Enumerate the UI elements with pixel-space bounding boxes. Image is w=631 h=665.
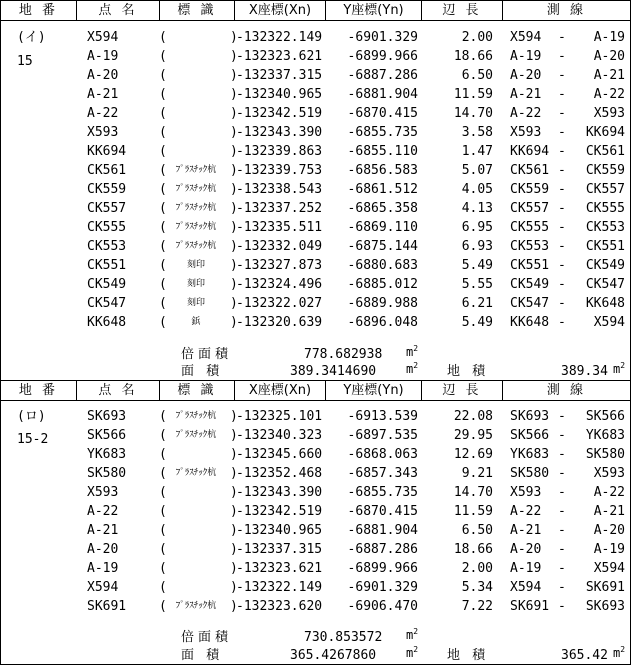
line-start: X593	[510, 125, 542, 140]
table-row	[1, 502, 630, 521]
line-end: KK694	[585, 125, 625, 140]
line-start: A-20	[510, 542, 542, 557]
y-coordinate: -6881.904	[347, 87, 418, 102]
y-coordinate: -6896.048	[347, 315, 418, 330]
side-length: 6.21	[461, 296, 493, 311]
point-name: CK557	[87, 201, 127, 216]
marker-type: ( ﾌﾟﾗｽﾁｯｸ杭 )	[159, 220, 238, 235]
y-coordinate: -6865.358	[347, 201, 418, 216]
line-dash: -	[558, 201, 566, 216]
point-name: A-21	[87, 523, 119, 538]
header-x: X座標(Xn)	[248, 3, 312, 18]
x-coordinate: -132337.252	[236, 201, 323, 216]
marker-type: ( 刻印 )	[159, 296, 238, 311]
line-start: A-19	[510, 561, 542, 576]
table-row	[1, 256, 630, 275]
unit-label: $m^2$	[406, 361, 419, 376]
header-length: 辺 長	[442, 3, 482, 18]
double-area-label: 倍面積	[181, 630, 233, 645]
x-coordinate: -132342.519	[236, 106, 323, 121]
y-coordinate: -6881.904	[347, 523, 418, 538]
chiseki-label: 地 積	[447, 648, 490, 663]
table-row	[1, 578, 630, 597]
marker-type: ( )	[159, 87, 238, 102]
table-row	[1, 540, 630, 559]
side-length: 18.66	[453, 49, 493, 64]
header-y: Y座標(Yn)	[343, 383, 404, 398]
side-length: 11.59	[453, 504, 493, 519]
line-dash: -	[558, 68, 566, 83]
y-coordinate: -6857.343	[347, 466, 418, 481]
point-name: CK555	[87, 220, 127, 235]
line-end: X594	[593, 315, 625, 330]
table-header	[1, 381, 630, 401]
table-row	[1, 445, 630, 464]
header-survey-line: 測 線	[546, 383, 587, 398]
y-coordinate: -6870.415	[347, 106, 418, 121]
point-name: CK561	[87, 163, 127, 178]
y-coordinate: -6906.470	[347, 599, 418, 614]
marker-type: ( )	[159, 144, 238, 159]
line-end: CK553	[585, 220, 625, 235]
table-row	[1, 66, 630, 85]
line-end: A-21	[593, 68, 625, 83]
side-length: 1.47	[461, 144, 493, 159]
line-end: A-22	[593, 485, 625, 500]
x-coordinate: -132337.315	[236, 542, 323, 557]
marker-type: ( )	[159, 106, 238, 121]
side-length: 5.49	[461, 315, 493, 330]
point-name: A-21	[87, 87, 119, 102]
table-row	[1, 47, 630, 66]
table-row	[1, 483, 630, 502]
side-length: 12.69	[453, 447, 493, 462]
x-coordinate: -132322.149	[236, 30, 323, 45]
header-marker: 標 識	[177, 3, 217, 18]
double-area-label: 倍面積	[181, 347, 233, 362]
point-name: KK694	[87, 144, 127, 159]
table-row	[1, 426, 630, 445]
y-coordinate: -6880.683	[347, 258, 418, 273]
lot-number: 15	[17, 54, 33, 69]
y-coordinate: -6868.063	[347, 447, 418, 462]
header-survey-line: 測 線	[546, 3, 587, 18]
side-length: 6.50	[461, 523, 493, 538]
lot-label: (ロ)	[17, 409, 46, 424]
lot-label: (イ)	[17, 30, 46, 45]
table-row	[1, 237, 630, 256]
line-start: CK559	[510, 182, 550, 197]
line-dash: -	[558, 258, 566, 273]
marker-type: ( 刻印 )	[159, 277, 238, 292]
line-end: CK557	[585, 182, 625, 197]
x-coordinate: -132323.621	[236, 49, 323, 64]
marker-type: ( )	[159, 580, 238, 595]
header-lot: 地 番	[18, 383, 59, 398]
line-start: X593	[510, 485, 542, 500]
line-start: CK561	[510, 163, 550, 178]
y-coordinate: -6855.735	[347, 125, 418, 140]
table-row	[1, 85, 630, 104]
side-length: 5.34	[461, 580, 493, 595]
table-row	[1, 161, 630, 180]
line-dash: -	[558, 580, 566, 595]
chiseki-value: 389.34	[561, 364, 608, 379]
table-row	[1, 142, 630, 161]
y-coordinate: -6897.535	[347, 428, 418, 443]
y-coordinate: -6889.988	[347, 296, 418, 311]
line-start: YK683	[510, 447, 550, 462]
line-start: KK694	[510, 144, 550, 159]
line-dash: -	[558, 163, 566, 178]
table-row	[1, 521, 630, 540]
y-coordinate: -6861.512	[347, 182, 418, 197]
point-name: X593	[87, 125, 119, 140]
x-coordinate: -132345.660	[236, 447, 323, 462]
line-start: CK551	[510, 258, 550, 273]
side-length: 2.00	[461, 561, 493, 576]
marker-type: ( ﾌﾟﾗｽﾁｯｸ杭 )	[159, 163, 238, 178]
point-name: SK693	[87, 409, 127, 424]
table-header	[1, 1, 630, 21]
side-length: 3.58	[461, 125, 493, 140]
side-length: 4.05	[461, 182, 493, 197]
side-length: 11.59	[453, 87, 493, 102]
side-length: 5.07	[461, 163, 493, 178]
area-value: 365.4267860	[290, 648, 377, 663]
line-start: X594	[510, 580, 542, 595]
line-dash: -	[558, 106, 566, 121]
line-end: SK691	[585, 580, 625, 595]
point-name: CK547	[87, 296, 127, 311]
x-coordinate: -132343.390	[236, 125, 323, 140]
line-end: A-19	[593, 30, 625, 45]
line-start: SK580	[510, 466, 550, 481]
line-start: X594	[510, 30, 542, 45]
line-end: KK648	[585, 296, 625, 311]
line-start: A-22	[510, 504, 542, 519]
area-label: 面 積	[181, 648, 224, 663]
table-row	[1, 407, 630, 426]
header-marker: 標 識	[177, 383, 217, 398]
side-length: 6.95	[461, 220, 493, 235]
point-name: A-19	[87, 49, 119, 64]
area-label: 面 積	[181, 364, 224, 379]
header-point: 点 名	[98, 3, 138, 18]
unit-label: $m^2$	[406, 344, 419, 359]
line-end: X593	[593, 466, 625, 481]
side-length: 22.08	[453, 409, 493, 424]
table-row	[1, 28, 630, 47]
point-name: SK580	[87, 466, 127, 481]
side-length: 14.70	[453, 106, 493, 121]
y-coordinate: -6855.110	[347, 144, 418, 159]
table-row	[1, 104, 630, 123]
point-name: CK551	[87, 258, 127, 273]
unit-label: $m^2$	[406, 627, 419, 642]
unit-label: $m^2$	[406, 645, 419, 660]
y-coordinate: -6855.735	[347, 485, 418, 500]
line-end: A-20	[593, 49, 625, 64]
marker-type: ( ﾌﾟﾗｽﾁｯｸ杭 )	[159, 599, 238, 614]
line-end: YK683	[585, 428, 625, 443]
line-end: A-20	[593, 523, 625, 538]
marker-type: ( )	[159, 504, 238, 519]
x-coordinate: -132335.511	[236, 220, 323, 235]
x-coordinate: -132340.965	[236, 523, 323, 538]
line-dash: -	[558, 144, 566, 159]
chiseki-value: 365.42	[561, 648, 608, 663]
y-coordinate: -6899.966	[347, 561, 418, 576]
line-start: A-21	[510, 523, 542, 538]
area-value: 389.3414690	[290, 364, 377, 379]
header-point: 点 名	[98, 383, 138, 398]
point-name: A-20	[87, 68, 119, 83]
line-end: CK547	[585, 277, 625, 292]
line-start: CK557	[510, 201, 550, 216]
table-row	[1, 294, 630, 313]
double-area-value: 730.853572	[304, 630, 383, 645]
side-length: 9.21	[461, 466, 493, 481]
lot-number: 15-2	[17, 432, 49, 447]
line-dash: -	[558, 277, 566, 292]
line-dash: -	[558, 239, 566, 254]
header-x: X座標(Xn)	[248, 383, 312, 398]
x-coordinate: -132322.027	[236, 296, 323, 311]
line-dash: -	[558, 466, 566, 481]
line-dash: -	[558, 523, 566, 538]
x-coordinate: -132322.149	[236, 580, 323, 595]
point-name: A-22	[87, 106, 119, 121]
line-start: A-22	[510, 106, 542, 121]
point-name: X593	[87, 485, 119, 500]
line-start: A-21	[510, 87, 542, 102]
table-row	[1, 559, 630, 578]
y-coordinate: -6885.012	[347, 277, 418, 292]
table-row	[1, 218, 630, 237]
line-start: CK549	[510, 277, 550, 292]
point-name: CK559	[87, 182, 127, 197]
marker-type: ( )	[159, 30, 238, 45]
x-coordinate: -132337.315	[236, 68, 323, 83]
point-name: X594	[87, 580, 119, 595]
y-coordinate: -6887.286	[347, 542, 418, 557]
table-row	[1, 597, 630, 616]
x-coordinate: -132339.863	[236, 144, 323, 159]
marker-type: ( )	[159, 485, 238, 500]
line-dash: -	[558, 296, 566, 311]
line-dash: -	[558, 409, 566, 424]
point-name: A-22	[87, 504, 119, 519]
line-end: CK561	[585, 144, 625, 159]
line-end: A-22	[593, 87, 625, 102]
y-coordinate: -6913.539	[347, 409, 418, 424]
point-name: A-20	[87, 542, 119, 557]
marker-type: ( ﾌﾟﾗｽﾁｯｸ杭 )	[159, 239, 238, 254]
x-coordinate: -132338.543	[236, 182, 323, 197]
line-end: X594	[593, 561, 625, 576]
marker-type: ( 鋲 )	[159, 315, 238, 330]
line-dash: -	[558, 504, 566, 519]
marker-type: ( )	[159, 561, 238, 576]
line-end: CK559	[585, 163, 625, 178]
marker-type: ( )	[159, 68, 238, 83]
table-row	[1, 464, 630, 483]
line-dash: -	[558, 542, 566, 557]
point-name: CK553	[87, 239, 127, 254]
x-coordinate: -132352.468	[236, 466, 323, 481]
line-end: SK693	[585, 599, 625, 614]
y-coordinate: -6869.110	[347, 220, 418, 235]
line-end: SK580	[585, 447, 625, 462]
marker-type: ( )	[159, 125, 238, 140]
y-coordinate: -6875.144	[347, 239, 418, 254]
x-coordinate: -132324.496	[236, 277, 323, 292]
x-coordinate: -132325.101	[236, 409, 323, 424]
marker-type: ( ﾌﾟﾗｽﾁｯｸ杭 )	[159, 182, 238, 197]
line-dash: -	[558, 428, 566, 443]
line-end: X593	[593, 106, 625, 121]
line-start: A-19	[510, 49, 542, 64]
coordinate-rows	[1, 407, 630, 616]
line-dash: -	[558, 125, 566, 140]
marker-type: ( )	[159, 542, 238, 557]
line-end: A-19	[593, 542, 625, 557]
table-row	[1, 275, 630, 294]
point-name: SK566	[87, 428, 127, 443]
x-coordinate: -132332.049	[236, 239, 323, 254]
line-start: CK547	[510, 296, 550, 311]
line-start: KK648	[510, 315, 550, 330]
y-coordinate: -6901.329	[347, 30, 418, 45]
x-coordinate: -132339.753	[236, 163, 323, 178]
line-dash: -	[558, 87, 566, 102]
line-dash: -	[558, 30, 566, 45]
marker-type: ( )	[159, 49, 238, 64]
line-end: SK566	[585, 409, 625, 424]
line-dash: -	[558, 447, 566, 462]
side-length: 18.66	[453, 542, 493, 557]
side-length: 5.49	[461, 258, 493, 273]
marker-type: ( )	[159, 447, 238, 462]
point-name: CK549	[87, 277, 127, 292]
x-coordinate: -132340.965	[236, 87, 323, 102]
x-coordinate: -132323.621	[236, 561, 323, 576]
chiseki-label: 地 積	[447, 364, 490, 379]
line-dash: -	[558, 315, 566, 330]
side-length: 4.13	[461, 201, 493, 216]
side-length: 2.00	[461, 30, 493, 45]
line-start: SK691	[510, 599, 550, 614]
line-end: CK555	[585, 201, 625, 216]
line-dash: -	[558, 485, 566, 500]
table-row	[1, 199, 630, 218]
side-length: 6.50	[461, 68, 493, 83]
marker-type: ( ﾌﾟﾗｽﾁｯｸ杭 )	[159, 428, 238, 443]
table-row	[1, 123, 630, 142]
marker-type: ( ﾌﾟﾗｽﾁｯｸ杭 )	[159, 466, 238, 481]
x-coordinate: -132342.519	[236, 504, 323, 519]
double-area-value: 778.682938	[304, 347, 383, 362]
x-coordinate: -132320.639	[236, 315, 323, 330]
x-coordinate: -132327.873	[236, 258, 323, 273]
line-dash: -	[558, 220, 566, 235]
lot-section-2	[0, 380, 631, 665]
marker-type: ( ﾌﾟﾗｽﾁｯｸ杭 )	[159, 409, 238, 424]
line-start: CK555	[510, 220, 550, 235]
line-end: CK551	[585, 239, 625, 254]
point-name: KK648	[87, 315, 127, 330]
point-name: SK691	[87, 599, 127, 614]
line-dash: -	[558, 182, 566, 197]
x-coordinate: -132340.323	[236, 428, 323, 443]
point-name: YK683	[87, 447, 127, 462]
point-name: A-19	[87, 561, 119, 576]
x-coordinate: -132323.620	[236, 599, 323, 614]
y-coordinate: -6901.329	[347, 580, 418, 595]
unit-label: $m^2$	[613, 645, 626, 660]
table-row	[1, 313, 630, 332]
header-lot: 地 番	[18, 3, 59, 18]
y-coordinate: -6870.415	[347, 504, 418, 519]
line-end: A-21	[593, 504, 625, 519]
line-start: A-20	[510, 68, 542, 83]
side-length: 29.95	[453, 428, 493, 443]
line-start: SK566	[510, 428, 550, 443]
header-length: 辺 長	[442, 383, 482, 398]
line-dash: -	[558, 599, 566, 614]
y-coordinate: -6856.583	[347, 163, 418, 178]
side-length: 7.22	[461, 599, 493, 614]
marker-type: ( 刻印 )	[159, 258, 238, 273]
y-coordinate: -6887.286	[347, 68, 418, 83]
side-length: 14.70	[453, 485, 493, 500]
x-coordinate: -132343.390	[236, 485, 323, 500]
line-dash: -	[558, 561, 566, 576]
y-coordinate: -6899.966	[347, 49, 418, 64]
line-start: SK693	[510, 409, 550, 424]
table-row	[1, 180, 630, 199]
unit-label: $m^2$	[613, 361, 626, 376]
coordinate-rows	[1, 28, 630, 332]
header-y: Y座標(Yn)	[343, 3, 404, 18]
line-dash: -	[558, 49, 566, 64]
side-length: 6.93	[461, 239, 493, 254]
marker-type: ( )	[159, 523, 238, 538]
side-length: 5.55	[461, 277, 493, 292]
point-name: X594	[87, 30, 119, 45]
marker-type: ( ﾌﾟﾗｽﾁｯｸ杭 )	[159, 201, 238, 216]
line-end: CK549	[585, 258, 625, 273]
line-start: CK553	[510, 239, 550, 254]
